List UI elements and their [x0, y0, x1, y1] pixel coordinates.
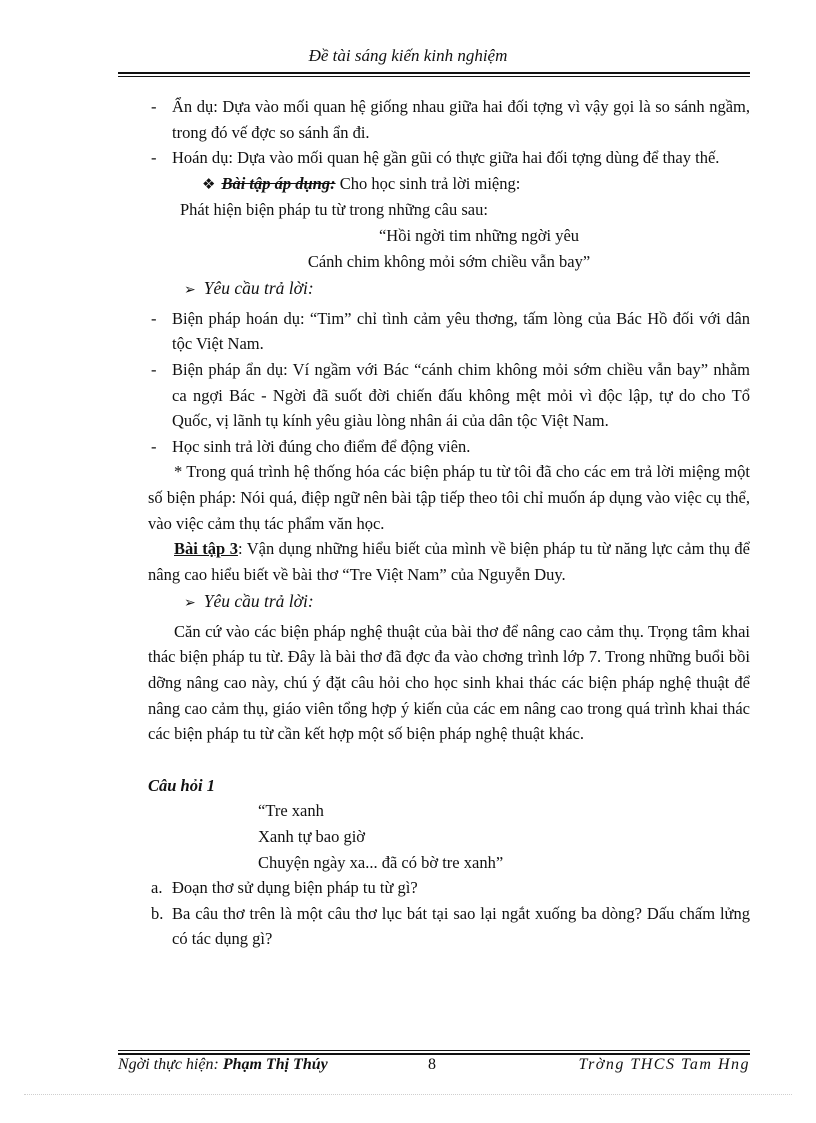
bullet-dash: -	[151, 308, 157, 328]
header-rule-thin	[118, 76, 750, 77]
list-item-text: Hoán dụ: Dựa vào mối quan hệ gần gũi có thực giữa hai đối tợng dùng để thay thế.	[172, 148, 720, 168]
poem-line-1: “Hồi ngời tim những ngời yêu	[378, 225, 580, 245]
exercise-3-text: : Vận dụng những hiểu biết của mình về biện pháp tu từ năng lực cảm thụ để nâng cao hiểu biết về bài thơ “Tre Việt Nam” của Nguyễn Duy.	[148, 539, 751, 584]
exercise-heading	[148, 171, 750, 198]
bullet-dash: -	[151, 436, 157, 456]
document-body	[148, 94, 750, 952]
question-text: Ba câu thơ trên là một câu thơ lục bát tại sao lại ngắt xuống ba dòng? Dấu chấm lửng có tác dụng gì?	[172, 903, 750, 949]
poem-2-line-2: Xanh tự bao giờ	[258, 827, 366, 847]
footer-school: Trờng THCS Tam Hng	[578, 1056, 750, 1073]
page-bottom-dotted-line	[24, 1094, 792, 1095]
poem-line-2: Cánh chim không mỏi sớm chiều vẫn bay”	[307, 251, 591, 271]
poem-2-line-1: “Tre xanh	[258, 801, 324, 821]
paragraph-summary: * Trong quá trình hệ thống hóa các biện pháp tu từ tôi đã cho các em trả lời miệng một số biện pháp: Nói quá, điệp ngữ nên bài tập tiếp theo tôi chỉ muốn áp dụng vào việc cụ thể, vào việc cảm thụ tác phẩm văn học.	[148, 462, 750, 533]
poem-2-line-3: Chuyện ngày xa... đã có bờ tre xanh”	[258, 852, 504, 872]
list-item-metaphor	[148, 94, 750, 145]
footer-page-number: 8	[428, 1056, 436, 1073]
requirement-heading	[148, 276, 750, 304]
page-header-title: Đề tài sáng kiến kinh nghiệm	[308, 46, 508, 65]
answer-text: Biện pháp hoán dụ: “Tim” chỉ tình cảm yêu thơng, tấm lòng của Bác Hồ đối với dân tộc Việt Nam.	[172, 308, 750, 354]
question-1-title: Câu hỏi 1	[148, 775, 215, 795]
question-b	[148, 901, 750, 952]
exercise-title: Bài tập áp dụng:	[221, 173, 336, 193]
arrow-bullet-icon: ➢	[184, 595, 196, 612]
requirement-heading-2	[148, 589, 750, 617]
exercise-text: Cho học sinh trả lời miệng:	[335, 173, 521, 193]
footer-rule-thick	[118, 1053, 750, 1055]
paragraph-analysis: Căn cứ vào các biện pháp nghệ thuật của bài thơ để nâng cao cảm thụ. Trọng tâm khai thác biện pháp tu từ. Đây là bài thơ đã đợc đa vào chơng trình lớp 7. Trong những buổi bồi dỡng nâng cao này, chú ý đặt câu hỏi cho học sinh khai thác các biện pháp nghệ thuật để nâng cao cảm thụ, giáo viên tổng hợp ý kiến của các em nâng cao trong quá trình khai thác các biện pháp tu từ cần kết hợp một số biện pháp nghệ thuật khác.	[148, 621, 750, 744]
question-a	[148, 875, 750, 901]
page-footer	[118, 1056, 750, 1080]
bullet-dash: -	[151, 359, 157, 379]
answer-item-3	[148, 434, 750, 460]
diamond-bullet-icon: ❖	[202, 174, 216, 193]
footer-rule-thin	[118, 1050, 750, 1051]
exercise-instruction: Phát hiện biện pháp tu từ trong những câu sau:	[180, 200, 488, 220]
requirement-label: Yêu cầu trả lời:	[203, 591, 314, 612]
bullet-dash: -	[151, 148, 157, 168]
list-item-text: Ẩn dụ: Dựa vào mối quan hệ giống nhau giữa hai đối tợng vì vậy gọi là so sánh ngầm, trong đó vế đợc so sánh ẩn đi.	[172, 97, 750, 142]
footer-author-label: Ngời thực hiện:	[118, 1056, 219, 1073]
list-item-metonymy	[148, 145, 750, 171]
header-rule-thick	[118, 72, 750, 74]
footer-author	[118, 1056, 328, 1074]
answer-item-2	[148, 357, 750, 434]
footer-author-name: Phạm Thị Thúy	[222, 1056, 328, 1073]
answer-text: Học sinh trả lời đúng cho điểm để động viên.	[172, 436, 471, 456]
question-marker: b.	[151, 903, 164, 923]
question-marker: a.	[151, 878, 163, 898]
arrow-bullet-icon: ➢	[184, 282, 196, 299]
answer-text: Biện pháp ẩn dụ: Ví ngầm với Bác “cánh chim không mỏi sớm chiều vẫn bay” nhằm ca ngợi Bác - Ngời đã suốt đời chiến đấu không mệt mỏi vì độc lập, tự do cho Tổ Quốc, vị lãnh tụ kính yêu giàu lòng nhân ái của dân tộc Việt Nam.	[172, 359, 750, 431]
requirement-label: Yêu cầu trả lời:	[203, 278, 314, 299]
question-text: Đoạn thơ sử dụng biện pháp tu từ gì?	[172, 878, 418, 898]
answer-item-1	[148, 306, 750, 357]
exercise-3-paragraph	[148, 536, 750, 587]
bullet-dash: -	[151, 97, 157, 116]
exercise-3-label: Bài tập 3	[174, 539, 238, 559]
